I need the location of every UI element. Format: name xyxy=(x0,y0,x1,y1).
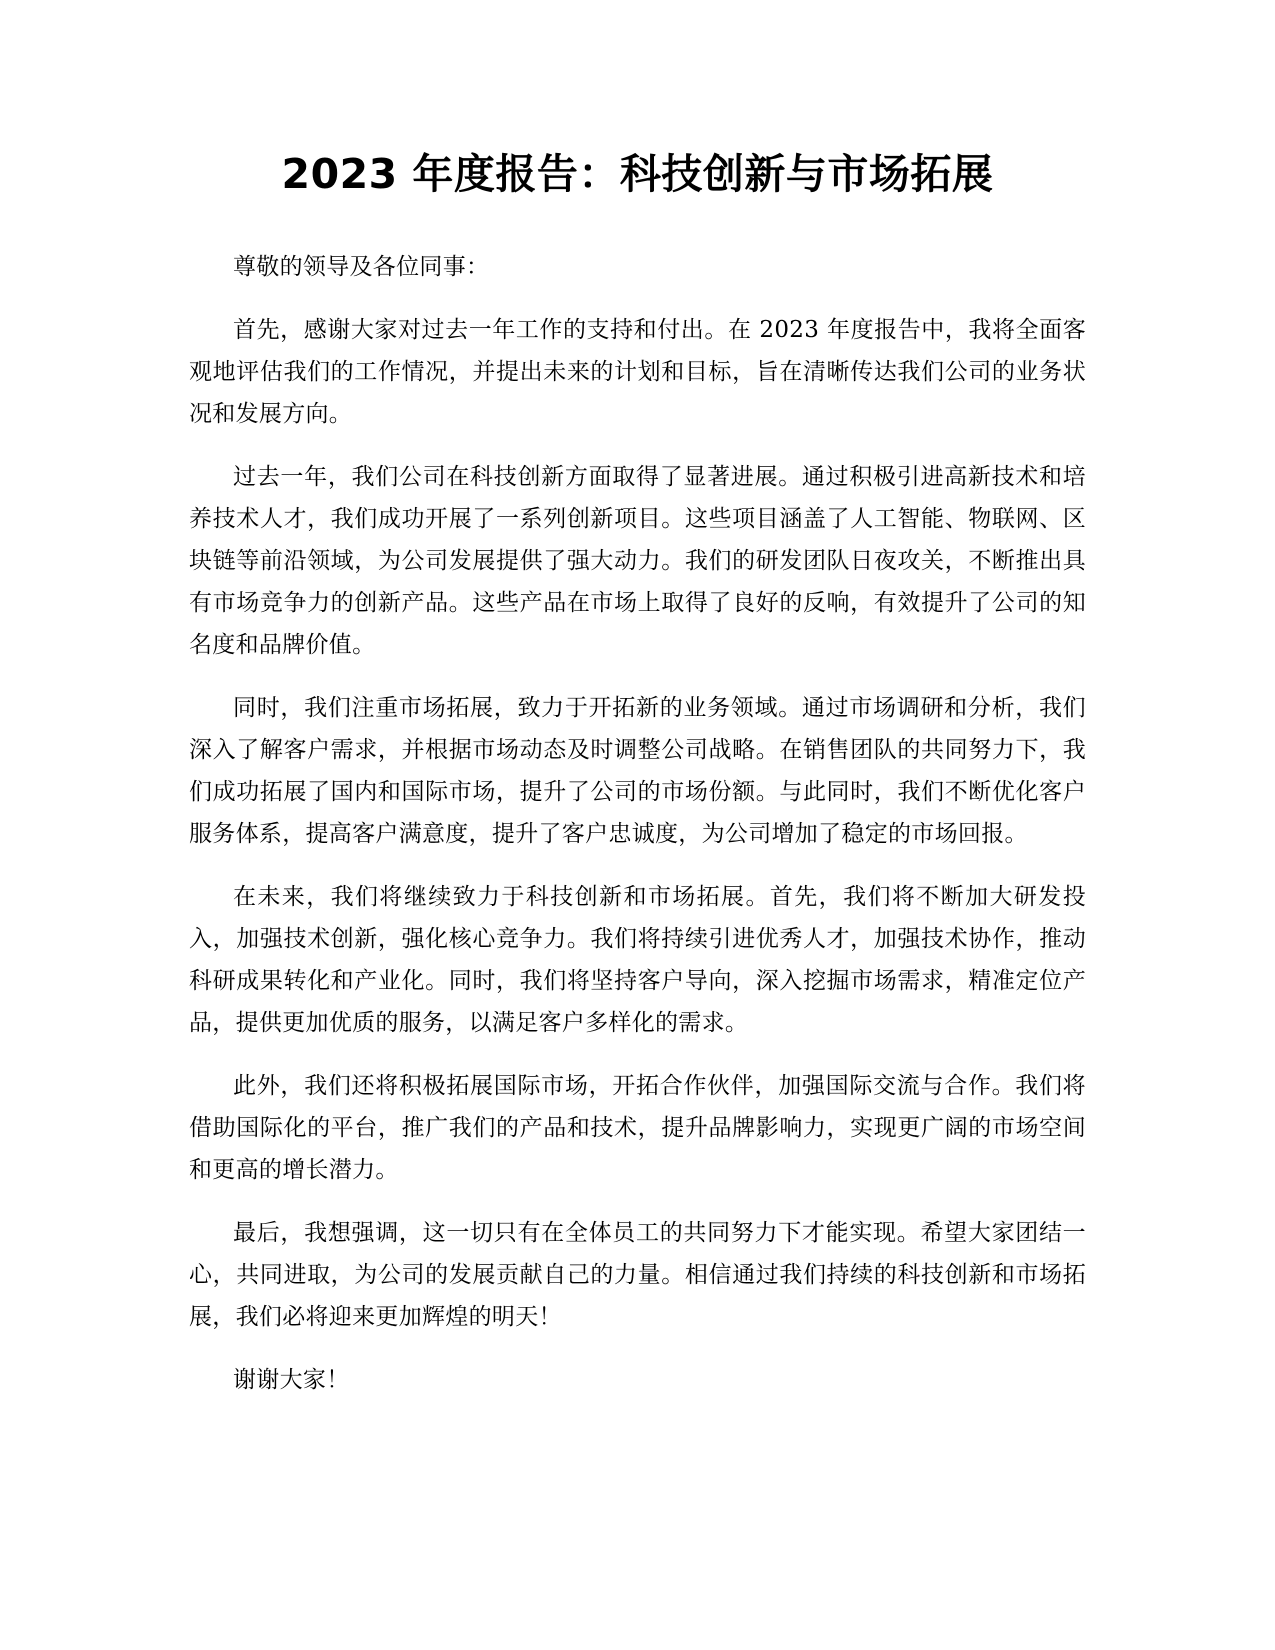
paragraph-intro: 首先，感谢大家对过去一年工作的支持和付出。在 2023 年度报告中，我将全面客观地评估我们的工作情况，并提出未来的计划和目标，旨在清晰传达我们公司的业务状况和发展方向。 xyxy=(189,317,1086,427)
thanks: 谢谢大家！ xyxy=(233,1367,350,1393)
document-title: 2023 年度报告：科技创新与市场拓展 xyxy=(281,150,994,198)
document-body xyxy=(189,246,1086,1422)
paragraph-market: 同时，我们注重市场拓展，致力于开拓新的业务领域。通过市场调研和分析，我们深入了解客户需求，并根据市场动态及时调整公司战略。在销售团队的共同努力下，我们成功拓展了国内和国际市场，提升了公司的市场份额。与此同时，我们不断优化客户服务体系，提高客户满意度，提升了客户忠诚度，为公司增加了稳定的市场回报。 xyxy=(189,695,1086,847)
salutation: 尊敬的领导及各位同事： xyxy=(233,254,490,280)
paragraph-international: 此外，我们还将积极拓展国际市场，开拓合作伙伴，加强国际交流与合作。我们将借助国际化的平台，推广我们的产品和技术，提升品牌影响力，实现更广阔的市场空间和更高的增长潜力。 xyxy=(189,1073,1086,1183)
paragraph-future: 在未来，我们将继续致力于科技创新和市场拓展。首先，我们将不断加大研发投入，加强技术创新，强化核心竞争力。我们将持续引进优秀人才，加强技术协作，推动科研成果转化和产业化。同时，我们将坚持客户导向，深入挖掘市场需求，精准定位产品，提供更加优质的服务，以满足客户多样化的需求。 xyxy=(189,884,1086,1036)
paragraph-innovation: 过去一年，我们公司在科技创新方面取得了显著进展。通过积极引进高新技术和培养技术人才，我们成功开展了一系列创新项目。这些项目涵盖了人工智能、物联网、区块链等前沿领域，为公司发展提供了强大动力。我们的研发团队日夜攻关，不断推出具有市场竞争力的创新产品。这些产品在市场上取得了良好的反响，有效提升了公司的知名度和品牌价值。 xyxy=(189,464,1086,658)
paragraph-closing: 最后，我想强调，这一切只有在全体员工的共同努力下才能实现。希望大家团结一心，共同进取，为公司的发展贡献自己的力量。相信通过我们持续的科技创新和市场拓展，我们必将迎来更加辉煌的明天！ xyxy=(189,1220,1086,1330)
